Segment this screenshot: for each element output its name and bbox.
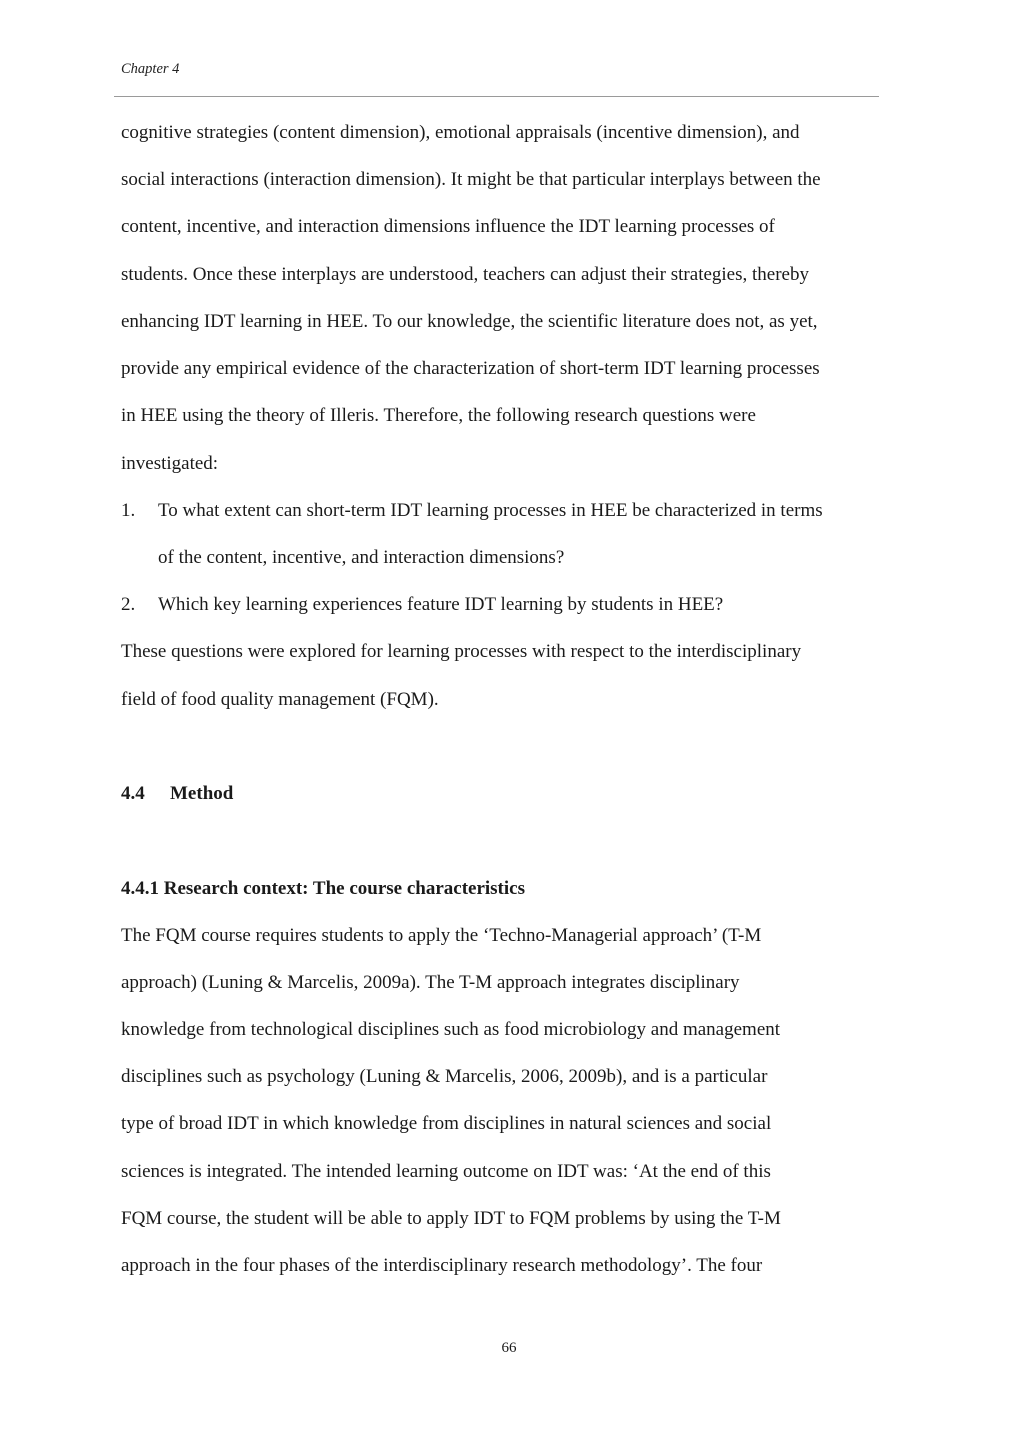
paragraph-line: enhancing IDT learning in HEE. To our knowledge, the scientific literature does not, as yet, [121, 311, 818, 332]
section-title: Method [170, 783, 234, 804]
paragraph-line: field of food quality management (FQM). [121, 689, 439, 710]
paragraph-line: The FQM course requires students to apply the ‘Techno-Managerial approach’ (T-M [121, 925, 762, 946]
paragraph-line: type of broad IDT in which knowledge from disciplines in natural sciences and social [121, 1113, 772, 1134]
paragraph-line: approach) (Luning & Marcelis, 2009a). The T-M approach integrates disciplinary [121, 972, 740, 993]
page-number: 66 [501, 1340, 517, 1356]
subsection-title: 4.4.1 Research context: The course characteristics [121, 878, 525, 899]
paragraph-line: in HEE using the theory of Illeris. Therefore, the following research questions were [121, 405, 756, 426]
running-header: Chapter 4 [121, 61, 180, 77]
paragraph-line: These questions were explored for learning processes with respect to the interdisciplinary [121, 641, 802, 662]
paragraph-line: FQM course, the student will be able to apply IDT to FQM problems by using the T-M [121, 1208, 781, 1229]
paragraph-line: disciplines such as psychology (Luning & Marcelis, 2006, 2009b), and is a particular [121, 1066, 768, 1087]
paragraph-line: knowledge from technological disciplines such as food microbiology and management [121, 1019, 781, 1040]
question-number: 2. [121, 594, 136, 615]
question-number: 1. [121, 500, 136, 521]
question-line: Which key learning experiences feature IDT learning by students in HEE? [158, 594, 724, 615]
paragraph-line: cognitive strategies (content dimension), emotional appraisals (incentive dimension), and [121, 122, 800, 143]
question-line: of the content, incentive, and interaction dimensions? [158, 547, 565, 568]
paragraph-line: provide any empirical evidence of the characterization of short-term IDT learning processes [121, 358, 820, 379]
paragraph-line: students. Once these interplays are understood, teachers can adjust their strategies, thereby [121, 264, 809, 285]
header-rule [114, 96, 879, 97]
paragraph-line: content, incentive, and interaction dimensions influence the IDT learning processes of [121, 216, 775, 237]
section-number: 4.4 [121, 783, 145, 804]
paragraph-line: investigated: [121, 453, 219, 474]
paragraph-line: social interactions (interaction dimension). It might be that particular interplays between the [121, 169, 821, 190]
question-line: To what extent can short-term IDT learning processes in HEE be characterized in terms [158, 500, 823, 521]
paragraph-line: approach in the four phases of the interdisciplinary research methodology’. The four [121, 1255, 763, 1276]
paragraph-line: sciences is integrated. The intended learning outcome on IDT was: ‘At the end of this [121, 1161, 771, 1182]
